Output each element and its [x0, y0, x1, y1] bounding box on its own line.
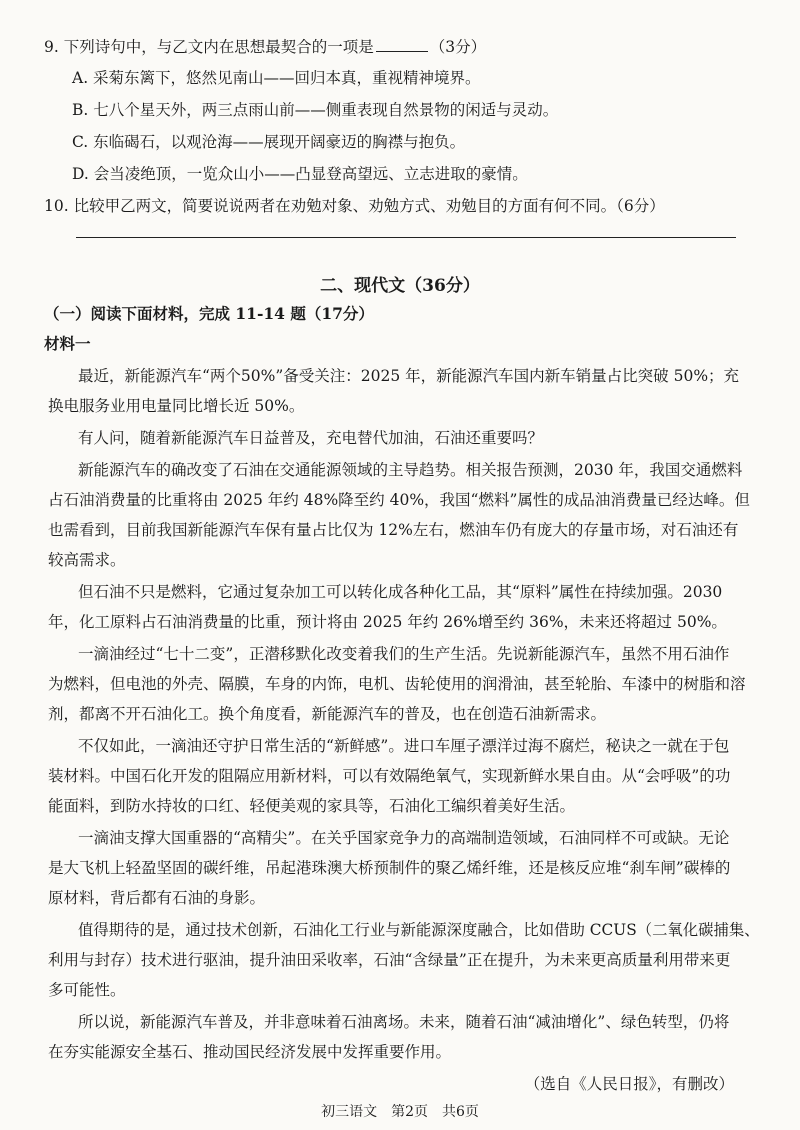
passage-line: 剂，都离不开石油化工。换个角度看，新能源汽车的普及，也在创造石油新需求。	[48, 705, 607, 723]
passage-line: 也需看到，目前我国新能源汽车保有量占比仅为 12%左右，燃油车仍有庞大的存量市场，对石油还有	[48, 521, 739, 539]
page-footer: 初三语文 第2页 共6页	[321, 1104, 479, 1120]
material-label: 材料一	[44, 334, 91, 353]
passage-line: 是大飞机上轻盈坚固的碳纤维，吊起港珠澳大桥预制件的聚乙烯纤维，还是核反应堆“刹车闸”碳棒的	[48, 859, 731, 877]
passage-line: 值得期待的是，通过技术创新，石油化工行业与新能源深度融合，比如借助 CCUS（二氧化碳捕集、	[78, 921, 760, 939]
subsection-title: （一）阅读下面材料，完成 11-14 题（17分）	[44, 304, 374, 323]
passage-line: 所以说，新能源汽车普及，并非意味着石油离场。未来，随着石油“减油增化”、绿色转型，仍将	[78, 1013, 730, 1031]
section-title: 二、现代文（36分）	[320, 276, 480, 296]
passage-line: 利用与封存）技术进行驱油，提升油田采收率，石油“含绿量”正在提升，为未来更高质量利用带来更	[48, 951, 731, 969]
question-9-text: 9. 下列诗句中，与乙文内在思想最契合的一项是	[44, 38, 374, 56]
passage-line: 原材料，背后都有石油的身影。	[48, 889, 266, 907]
passage-line: 一滴油支撑大国重器的“高精尖”。在关乎国家竞争力的高端制造领域，石油同样不可或缺。无论	[78, 829, 730, 847]
passage-line: 为燃料，但电池的外壳、隔膜，车身的内饰，电机、齿轮使用的润滑油，甚至轮胎、车漆中的树脂和溶	[48, 675, 746, 693]
passage-line: 在夯实能源安全基石、推动国民经济发展中发挥重要作用。	[48, 1043, 452, 1061]
passage-line: 有人问，随着新能源汽车日益普及，充电替代加油，石油还重要吗？	[78, 429, 544, 447]
question-9-stem	[44, 36, 486, 57]
option-d: D. 会当凌绝顶，一览众山小——凸显登高望远、立志进取的豪情。	[72, 165, 528, 183]
passage-line: 年，化工原料占石油消费量的比重，预计将由 2025 年约 26%增至约 36%，未来还将超过 50%。	[48, 613, 727, 631]
passage-line: 多可能性。	[48, 981, 126, 999]
source-citation: （选自《人民日报》，有删改）	[524, 1075, 734, 1093]
option-b: B. 七八个星天外，两三点雨山前——侧重表现自然景物的闲适与灵动。	[72, 101, 559, 119]
question-10-stem: 10. 比较甲乙两文，简要说说两者在劝勉对象、劝勉方式、劝勉目的方面有何不同。（6分）	[44, 197, 665, 215]
passage-line: 占石油消费量的比重将由 2025 年约 48%降至约 40%，我国“燃料”属性的成品油消费量已经达峰。但	[48, 491, 750, 509]
option-c: C. 东临碣石，以观沧海——展现开阔豪迈的胸襟与抱负。	[72, 133, 466, 151]
option-a: A. 采菊东篱下，悠然见南山——回归本真，重视精神境界。	[72, 69, 481, 87]
answer-blank	[376, 36, 428, 52]
passage-line: 装材料。中国石化开发的阻隔应用新材料，可以有效隔绝氧气，实现新鲜水果自由。从“会呼吸”的功	[48, 767, 731, 785]
passage-line: 不仅如此，一滴油还守护日常生活的“新鲜感”。进口车厘子漂洋过海不腐烂，秘诀之一就在于包	[78, 737, 730, 755]
passage-line: 换电服务业用电量同比增长近 50%。	[48, 397, 305, 415]
answer-line	[76, 237, 736, 238]
question-9-score: （3分）	[429, 38, 487, 56]
passage-line: 能面料，到防水持妆的口红、轻便美观的家具等，石油化工编织着美好生活。	[48, 797, 576, 815]
passage-line: 最近，新能源汽车“两个50%”备受关注：2025 年，新能源汽车国内新车销量占比突破 50%；充	[78, 367, 740, 385]
passage-line: 新能源汽车的确改变了石油在交通能源领域的主导趋势。相关报告预测，2030 年，我国交通燃料	[78, 461, 743, 479]
passage-line: 但石油不只是燃料，它通过复杂加工可以转化成各种化工品，其“原料”属性在持续加强。2030	[78, 583, 723, 601]
passage-line: 较高需求。	[48, 551, 126, 569]
passage-line: 一滴油经过“七十二变”，正潜移默化改变着我们的生产生活。先说新能源汽车，虽然不用石油作	[78, 645, 730, 663]
